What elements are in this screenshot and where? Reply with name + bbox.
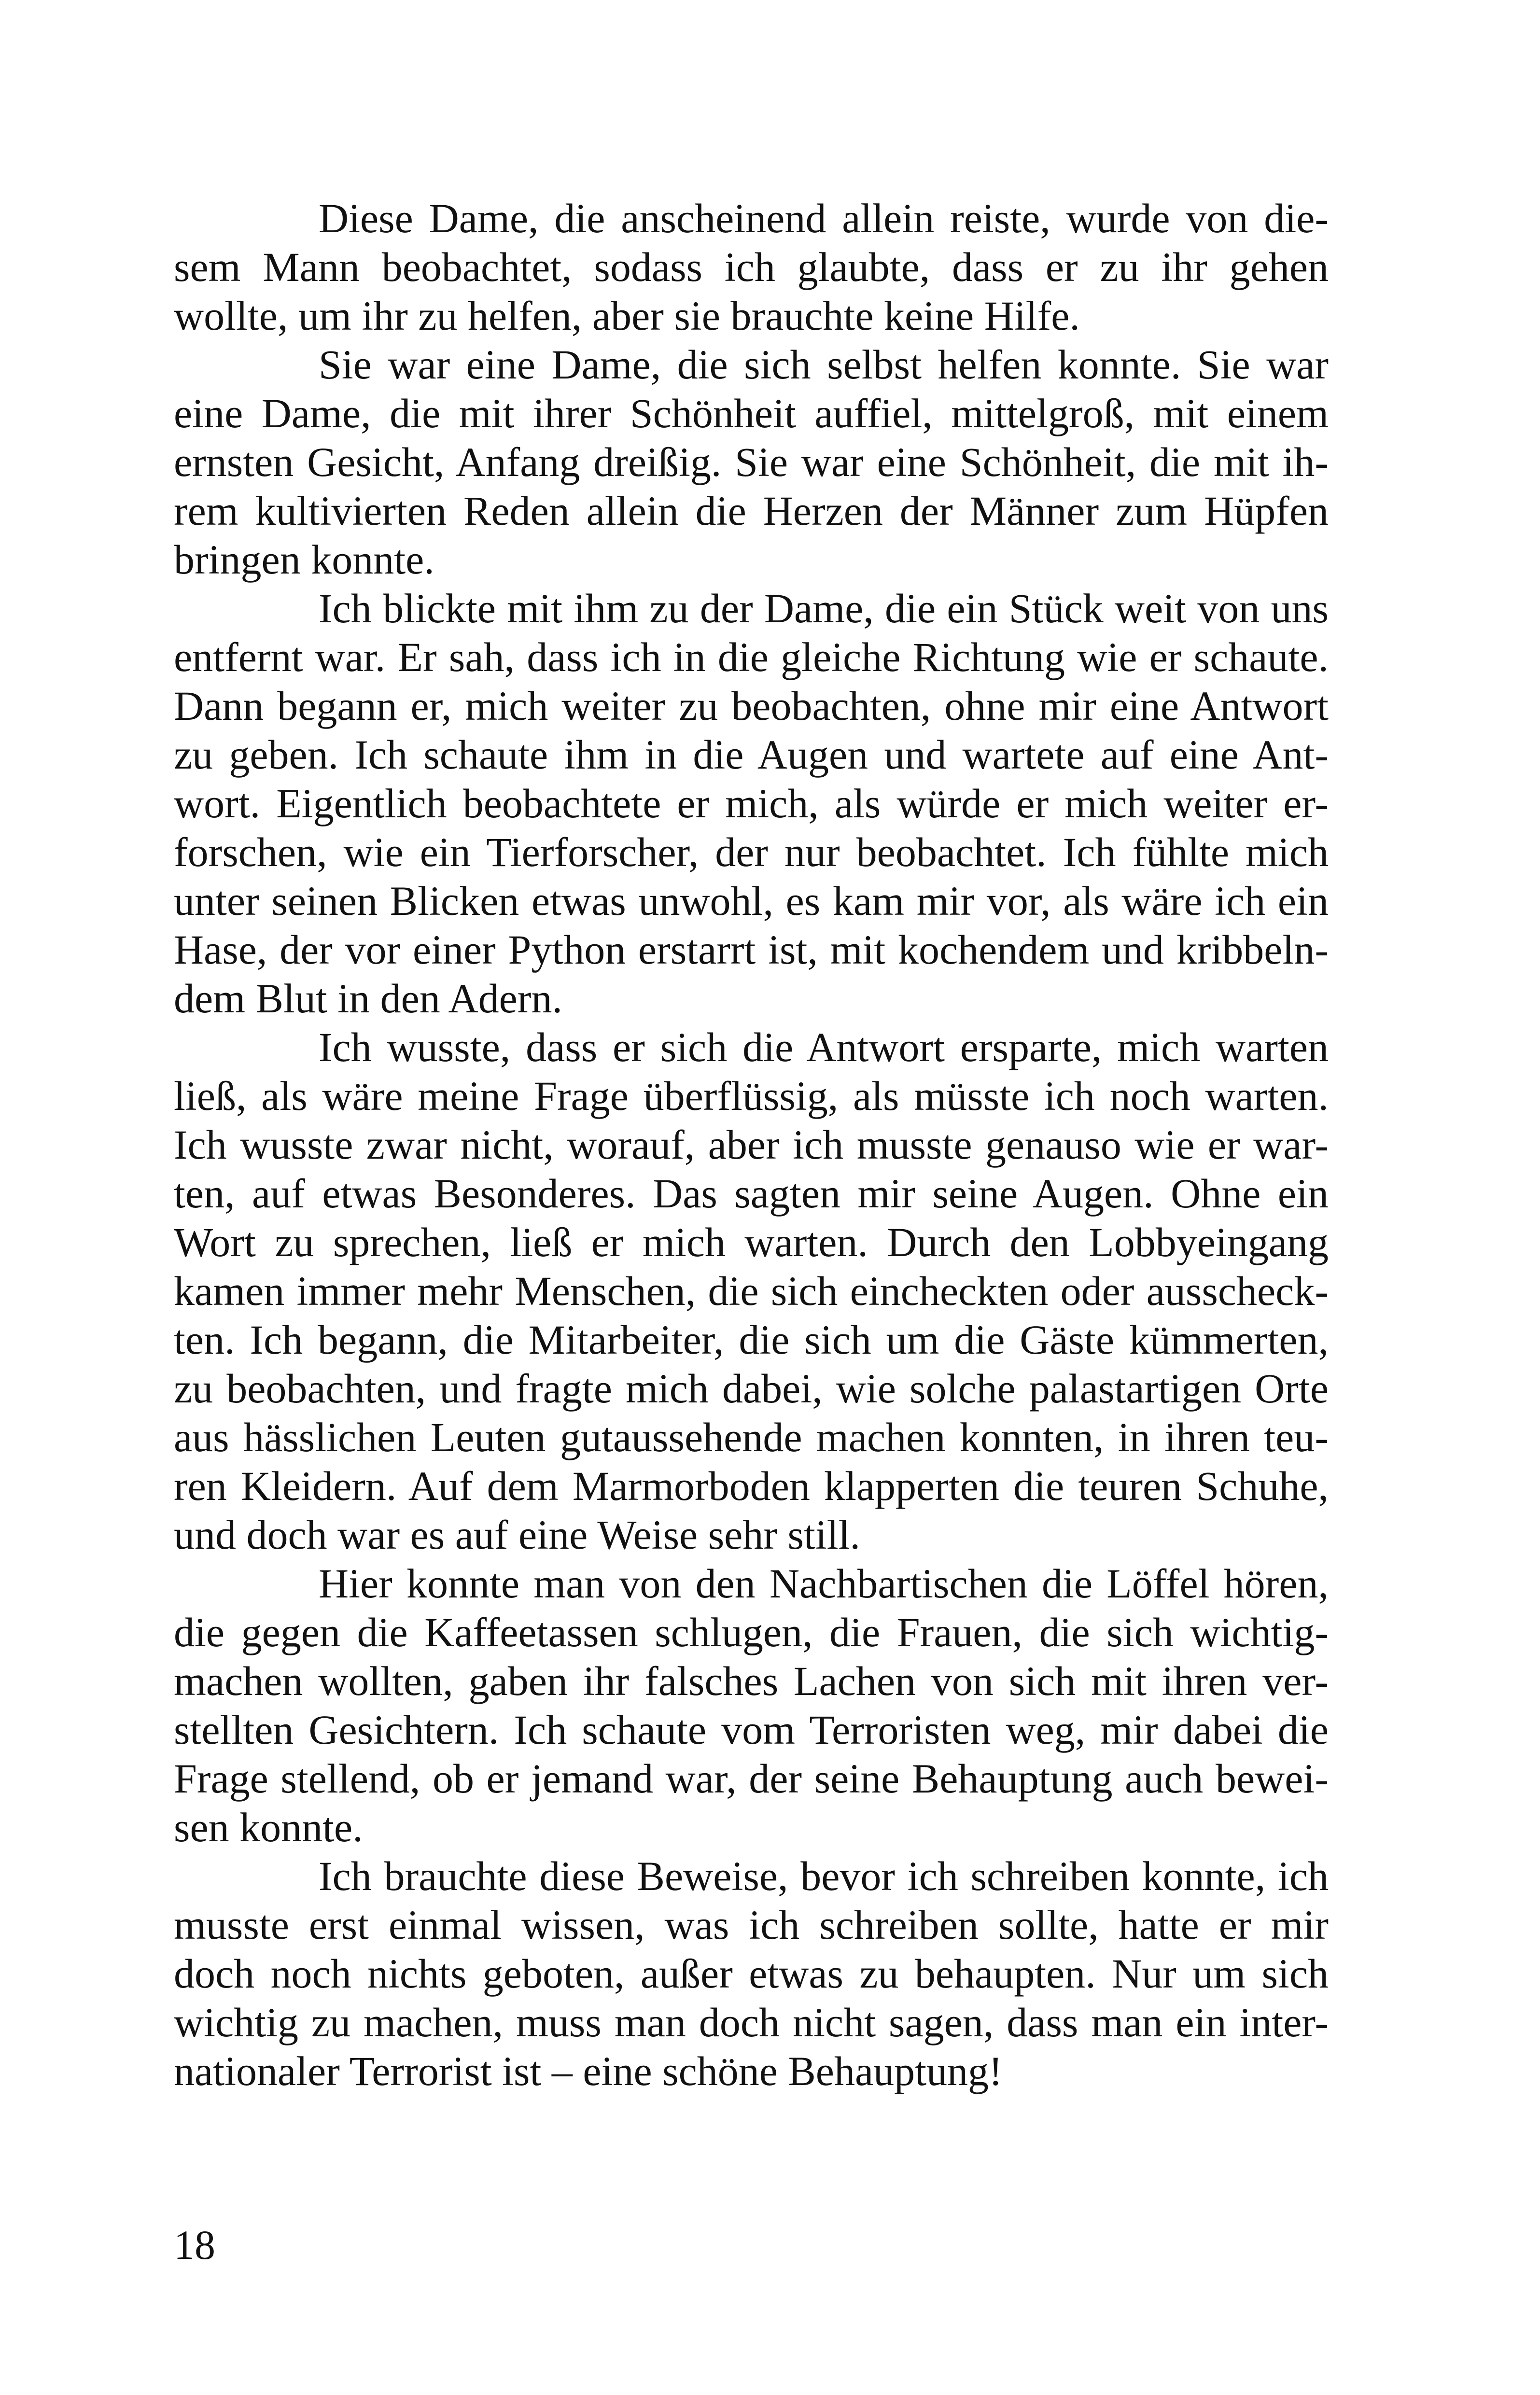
text-line: doch noch nichts geboten, außer etwas zu behaupten. Nur um sich (174, 1950, 1329, 1997)
text-line: ernsten Gesicht, Anfang dreißig. Sie war eine Schönheit, die mit ih- (174, 439, 1329, 485)
text-line: forschen, wie ein Tierforscher, der nur beobachtet. Ich fühlte mich (174, 829, 1329, 875)
text-line: machen wollten, gaben ihr falsches Lachen von sich mit ihren ver- (174, 1658, 1329, 1704)
text-line: Sie war eine Dame, die sich selbst helfen konnte. Sie war (319, 341, 1329, 388)
text-line: ren Kleidern. Auf dem Marmorboden klapperten die teuren Schuhe, (174, 1463, 1329, 1509)
body-text (174, 194, 1329, 2096)
text-line: musste erst einmal wissen, was ich schreiben sollte, hatte er mir (174, 1902, 1329, 1948)
text-line: zu beobachten, und fragte mich dabei, wie solche palastartigen Orte (174, 1365, 1329, 1412)
text-line: zu geben. Ich schaute ihm in die Augen und wartete auf eine Ant- (174, 731, 1329, 778)
text-line: wollte, um ihr zu helfen, aber sie brauchte keine Hilfe. (174, 293, 1080, 339)
text-line: Diese Dame, die anscheinend allein reiste, wurde von die- (319, 195, 1329, 241)
text-line: Dann begann er, mich weiter zu beobachten, ohne mir eine Antwort (174, 683, 1329, 729)
text-line: Ich wusste zwar nicht, worauf, aber ich musste genauso wie er war- (174, 1121, 1329, 1168)
text-line: ten. Ich begann, die Mitarbeiter, die sich um die Gäste kümmerten, (174, 1317, 1329, 1363)
text-line: unter seinen Blicken etwas unwohl, es kam mir vor, als wäre ich ein (174, 878, 1329, 924)
text-line: eine Dame, die mit ihrer Schönheit auffiel, mittelgroß, mit einem (174, 390, 1329, 436)
text-line: die gegen die Kaffeetassen schlugen, die Frauen, die sich wichtig- (174, 1609, 1329, 1655)
text-line: wort. Eigentlich beobachtete er mich, als würde er mich weiter er- (174, 780, 1329, 826)
text-line: und doch war es auf eine Weise sehr still. (174, 1512, 861, 1558)
text-line: rem kultivierten Reden allein die Herzen der Männer zum Hüpfen (174, 488, 1329, 534)
text-line: entfernt war. Er sah, dass ich in die gleiche Richtung wie er schaute. (174, 634, 1329, 680)
text-line: kamen immer mehr Menschen, die sich eincheckten oder ausscheck- (174, 1268, 1329, 1314)
text-line: sem Mann beobachtet, sodass ich glaubte, dass er zu ihr gehen (174, 244, 1329, 290)
text-line: aus hässlichen Leuten gutaussehende machen konnten, in ihren teu- (174, 1414, 1329, 1460)
text-line: ten, auf etwas Besonderes. Das sagten mir seine Augen. Ohne ein (174, 1170, 1329, 1217)
text-line: sen konnte. (174, 1804, 363, 1850)
text-line: nationaler Terrorist ist – eine schöne Behauptung! (174, 2048, 1003, 2094)
text-line: Ich wusste, dass er sich die Antwort ersparte, mich warten (319, 1024, 1329, 1070)
text-line: Hase, der vor einer Python erstarrt ist, mit kochendem und kribbeln- (174, 926, 1329, 973)
text-line: Hier konnte man von den Nachbartischen die Löffel hören, (319, 1560, 1329, 1607)
text-line: Frage stellend, ob er jemand war, der seine Behauptung auch bewei- (174, 1755, 1329, 1802)
text-line: Ich blickte mit ihm zu der Dame, die ein Stück weit von uns (319, 585, 1329, 631)
text-line: bringen konnte. (174, 536, 434, 583)
text-line: stellten Gesichtern. Ich schaute vom Terroristen weg, mir dabei die (174, 1707, 1329, 1753)
text-line: Wort zu sprechen, ließ er mich warten. Durch den Lobbyeingang (174, 1219, 1329, 1265)
text-line: wichtig zu machen, muss man doch nicht sagen, dass man ein inter- (174, 1999, 1329, 2045)
text-line: Ich brauchte diese Beweise, bevor ich schreiben konnte, ich (319, 1853, 1329, 1899)
page-number: 18 (174, 2222, 215, 2268)
text-line: dem Blut in den Adern. (174, 975, 562, 1022)
text-line: ließ, als wäre meine Frage überflüssig, als müsste ich noch warten. (174, 1073, 1329, 1119)
